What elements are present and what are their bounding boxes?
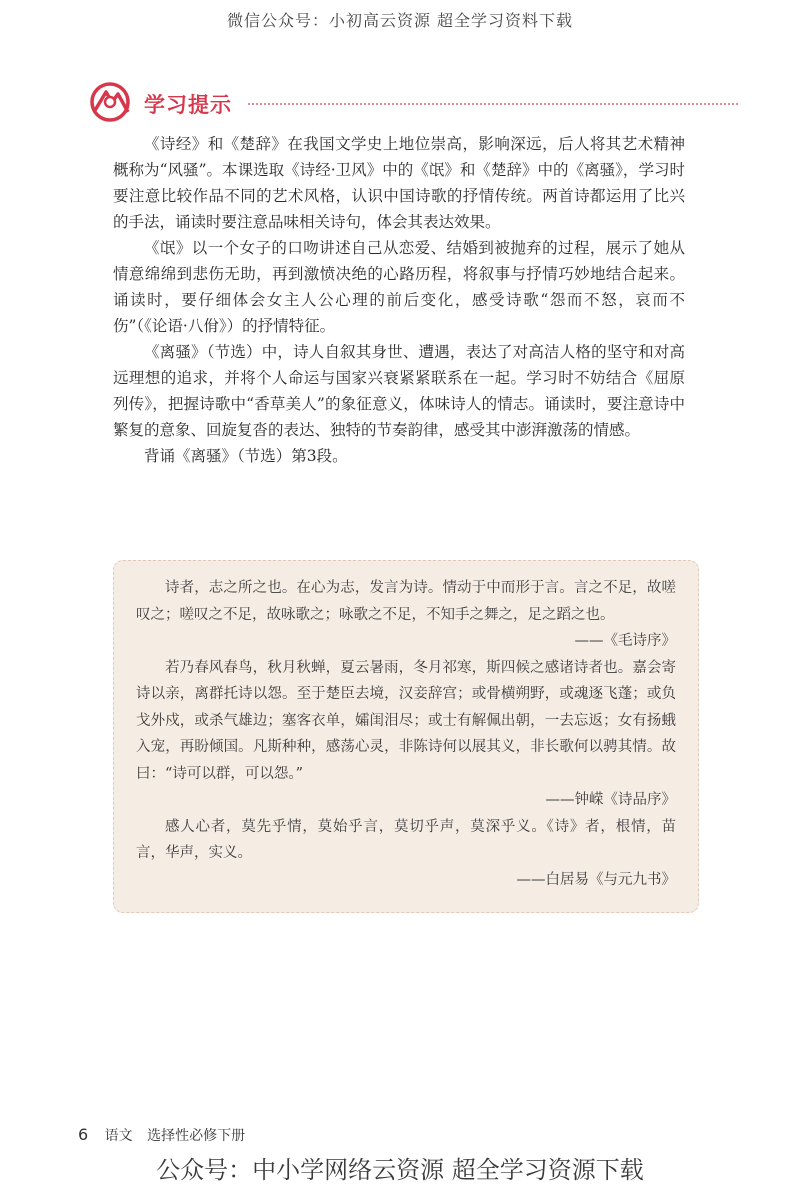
section-header xyxy=(88,82,738,122)
quote-text: 感人心者，莫先乎情，莫始乎言，莫切乎声，莫深乎义。《诗》者，根情，苗言，华声，实义。 xyxy=(136,818,676,861)
tip-paragraph: 《氓》以一个女子的口吻讲述自己从恋爱、结婚到被抛弃的过程，展示了她从情意绵绵到悲伤无助，再到激愤决绝的心路历程，将叙事与抒情巧妙地结合起来。诵读时，要仔细体会女主人公心理的前后变化，感受诗歌“怨而不怒，哀而不伤”（《论语·八佾》）的抒情特征。 xyxy=(113,239,685,335)
tip-paragraph: 背诵《离骚》（节选）第3段。 xyxy=(144,447,348,465)
dotted-divider xyxy=(248,103,738,105)
quote-source: ——《毛诗序》 xyxy=(574,633,676,649)
book-title: 选择性必修下册 xyxy=(147,1128,246,1144)
bottom-watermark: 公众号：中小学网络云资源 超全学习资源下载 xyxy=(156,1156,644,1184)
page-footer xyxy=(78,1125,245,1145)
tip-paragraph: 《诗经》和《楚辞》在我国文学史上地位崇高，影响深远，后人将其艺术精神概称为“风骚”。本课选取《诗经·卫风》中的《氓》和《楚辞》中的《离骚》，学习时要注意比较作品不同的艺术风格，认识中国诗歌的抒情传统。两首诗都运用了比兴的手法，诵读时要注意品味相关诗句，体会其表达效果。 xyxy=(113,135,685,231)
quote-text: 诗者，志之所之也。在心为志，发言为诗。情动于中而形于言。言之不足，故嗟叹之；嗟叹之不足，故咏歌之；咏歌之不足，不知手之舞之，足之蹈之也。 xyxy=(136,580,676,623)
page-number: 6 xyxy=(78,1125,89,1144)
quote-source: ——白居易《与元九书》 xyxy=(516,871,676,888)
section-title: 学习提示 xyxy=(144,93,232,117)
top-watermark: 微信公众号：小初高云资源 超全学习资料下载 xyxy=(226,11,574,30)
quote-text: 若乃春风春鸟，秋月秋蝉，夏云暑雨，冬月祁寒，斯四候之感诸诗者也。嘉会寄诗以亲，离群托诗以怨。至于楚臣去境，汉妾辞宫；或骨横朔野，或魂逐飞蓬；或负戈外戍，或杀气雄边；塞客衣单，孀闺泪尽；或士有解佩出朝，一去忘返；女有扬蛾入宠，再盼倾国。凡斯种种，感荡心灵，非陈诗何以展其义，非长歌何以骋其情。故曰：“诗可以群，可以怨。” xyxy=(136,659,676,782)
quote-source: ——钟嵘《诗品序》 xyxy=(545,792,676,808)
subject-label: 语文 xyxy=(104,1128,133,1144)
tip-paragraph: 《离骚》（节选）中，诗人自叙其身世、遭遇，表达了对高洁人格的坚守和对高远理想的追求，并将个人命运与国家兴衰紧紧联系在一起。学习时不妨结合《屈原列传》，把握诗歌中“香草美人”的象征意义，体味诗人的情志。诵读时，要注意诗中繁复的意象、回旋复沓的表达、独特的节奏韵律，感受其中澎湃激荡的情感。 xyxy=(113,343,685,439)
stamp-logo-icon xyxy=(88,82,132,122)
study-tips xyxy=(113,131,685,469)
quote-box xyxy=(113,560,699,913)
